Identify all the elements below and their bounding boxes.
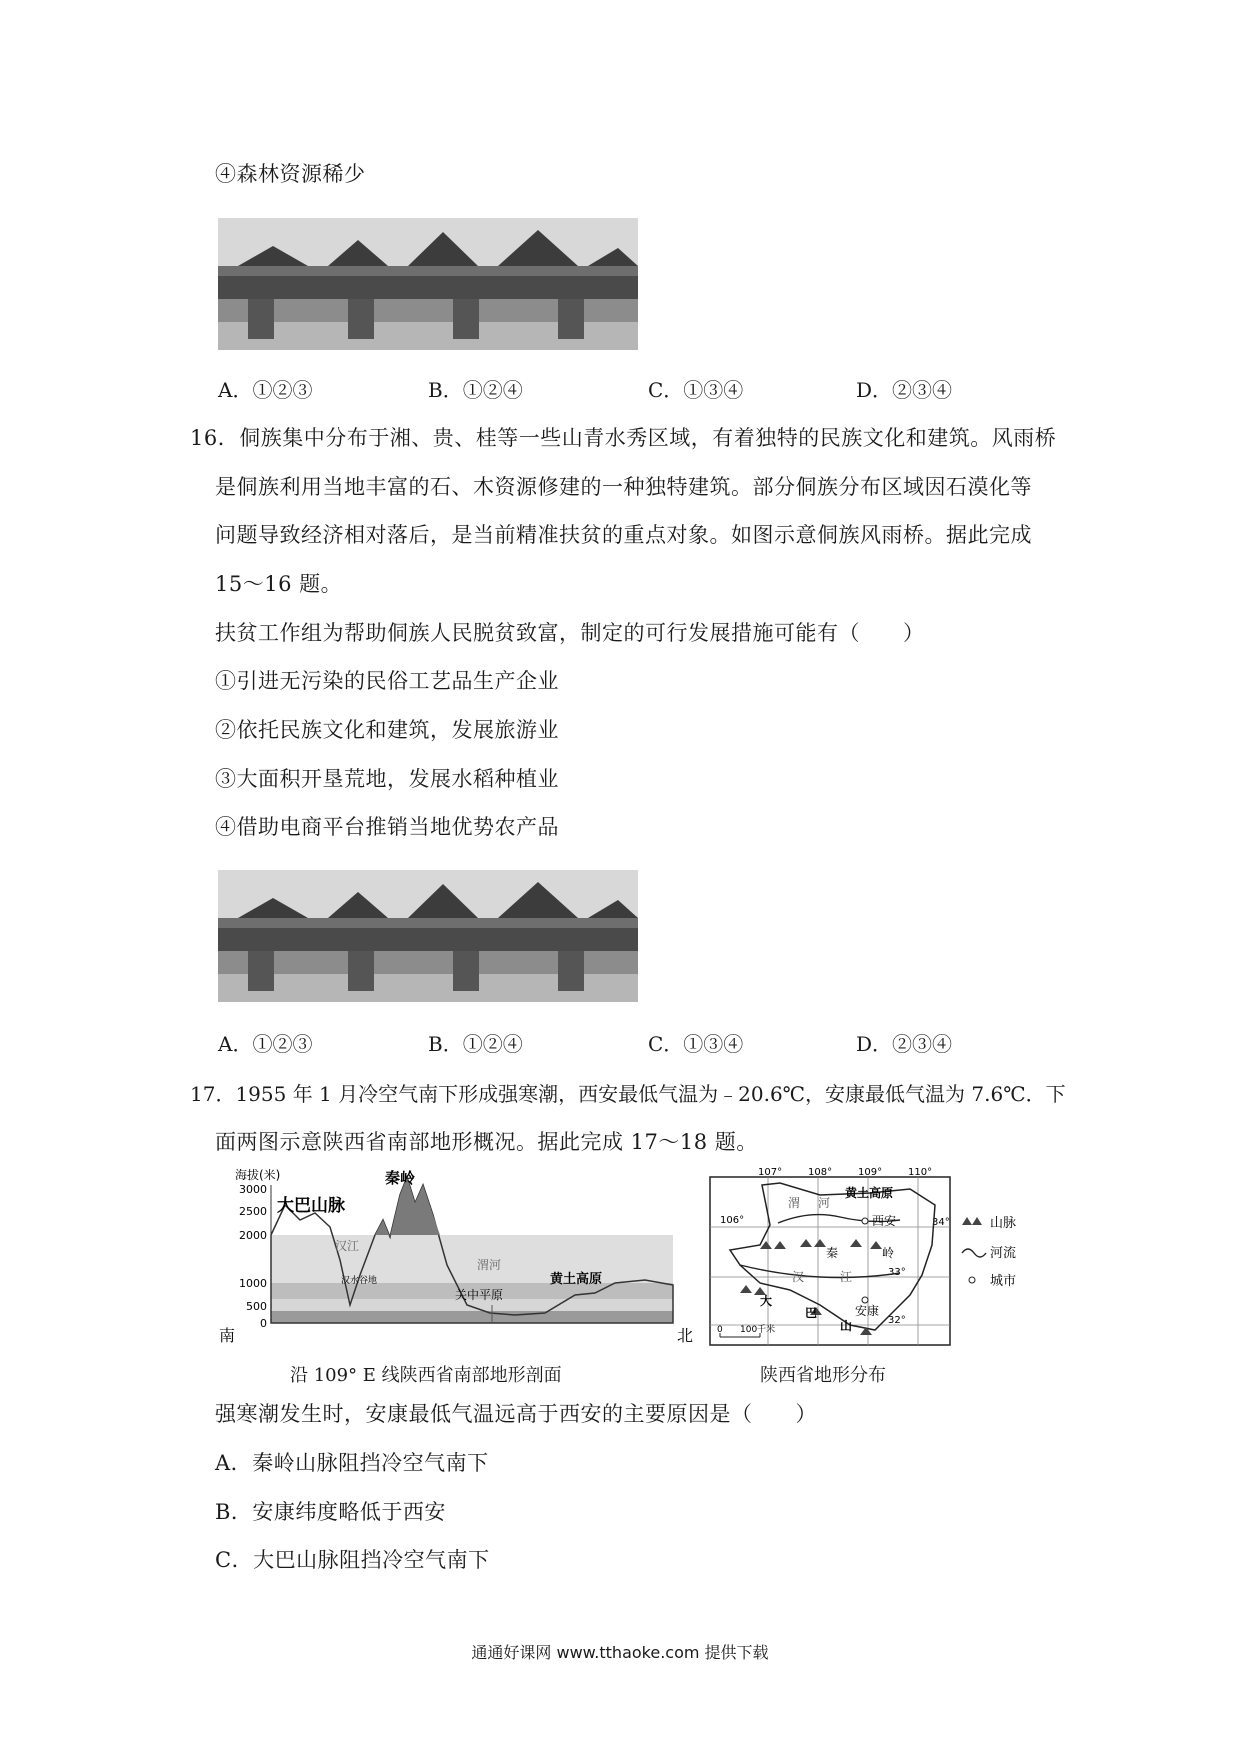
q17-option-b: B．安康纬度略低于西安 — [215, 1500, 446, 1524]
q16-stem-line-4: 15～16 题。 — [215, 572, 343, 596]
q16-stem-line-1: 16．侗族集中分布于湘、贵、桂等一些山青水秀区域，有着独特的民族文化和建筑。风雨桥 — [190, 426, 1057, 450]
q16-question: 扶贫工作组为帮助侗族人民脱贫致富，制定的可行发展措施可能有（ ） — [215, 621, 925, 645]
q17-option-c: C．大巴山脉阻挡冷空气南下 — [215, 1548, 490, 1572]
profile-label-weihe: 渭河 — [477, 1258, 502, 1272]
map-lat-34: 34° — [932, 1217, 950, 1228]
map-legend-city: 城市 — [990, 1274, 1017, 1289]
profile-label-guanzhong: 关中平原 — [455, 1288, 504, 1302]
q16-stem-line-2: 是侗族利用当地丰富的石、木资源修建的一种独特建筑。部分侗族分布区域因石漠化等 — [215, 475, 1032, 499]
page-footer: 通通好课网 www.tthaoke.com 提供下载 — [471, 1643, 769, 1662]
profile-label-hanjiang: 汉江 — [335, 1239, 360, 1253]
map-lat-32: 32° — [888, 1315, 906, 1326]
wind-rain-bridge-photo-1 — [218, 218, 638, 350]
map-lon-109: 109° — [858, 1167, 883, 1178]
map-label-shan: 山 — [840, 1319, 853, 1333]
profile-label-south: 南 — [219, 1326, 236, 1345]
map-label-ankang: 安康 — [855, 1304, 880, 1318]
profile-tick-500: 500 — [246, 1300, 267, 1313]
q17-stem-line-2: 面两图示意陕西省南部地形概况。据此完成 17～18 题。 — [215, 1130, 758, 1154]
map-label-han: 汉 — [792, 1270, 805, 1284]
map-label-wei: 渭 — [788, 1196, 801, 1210]
terrain-profile-figure — [215, 1165, 694, 1355]
q16-option-a: A．①②③ — [218, 1032, 313, 1056]
map-legend-river: 河流 — [990, 1246, 1017, 1261]
q16-item-2: ②依托民族文化和建筑，发展旅游业 — [215, 718, 559, 742]
q16-item-3: ③大面积开垦荒地，发展水稻种植业 — [215, 767, 559, 791]
q16-item-1: ①引进无污染的民俗工艺品生产企业 — [215, 669, 559, 693]
q16-option-b: B．①②④ — [428, 1032, 523, 1056]
map-lon-106: 106° — [720, 1215, 745, 1226]
map-lon-108: 108° — [808, 1167, 833, 1178]
map-label-ling: 岭 — [882, 1246, 895, 1260]
q17-option-a: A．秦岭山脉阻挡冷空气南下 — [215, 1451, 489, 1475]
map-caption: 陕西省地形分布 — [760, 1365, 886, 1386]
map-scale-zero: 0 — [717, 1325, 723, 1335]
map-label-he: 河 — [818, 1196, 831, 1210]
map-scale: 100千米 — [740, 1325, 776, 1335]
profile-label-dabashan: 大巴山脉 — [277, 1196, 345, 1216]
q15-option-a: A．①②③ — [218, 378, 313, 402]
map-label-ba: 巴 — [805, 1306, 818, 1320]
q17-stem-line-1: 17．1955 年 1 月冷空气南下形成强寒潮，西安最低气温为﹣20.6℃，安康最低气温为 7.6℃．下 — [190, 1082, 1066, 1106]
profile-caption: 沿 109° E 线陕西省南部地形剖面 — [290, 1365, 562, 1386]
q16-option-d: D．②③④ — [856, 1032, 953, 1056]
profile-label-qinling: 秦岭 — [385, 1169, 416, 1187]
map-label-jiang: 江 — [840, 1270, 853, 1284]
q15-option-d: D．②③④ — [856, 378, 953, 402]
wind-rain-bridge-photo-2 — [218, 870, 638, 1002]
map-lon-110: 110° — [908, 1167, 933, 1178]
profile-tick-1000: 1000 — [239, 1277, 267, 1290]
map-label-qin: 秦 — [826, 1246, 839, 1260]
profile-label-north: 北 — [677, 1326, 694, 1345]
profile-tick-2000: 2000 — [239, 1229, 267, 1242]
q16-stem-line-3: 问题导致经济相对落后，是当前精准扶贫的重点对象。如图示意侗族风雨桥。据此完成 — [215, 523, 1032, 547]
q16-option-c: C．①③④ — [648, 1032, 744, 1056]
map-label-da: 大 — [760, 1294, 773, 1308]
q17-question: 强寒潮发生时，安康最低气温远高于西安的主要原因是（ ） — [215, 1402, 817, 1426]
q15-item-4: ④森林资源稀少 — [215, 162, 366, 186]
profile-label-loess: 黄土高原 — [550, 1272, 603, 1287]
profile-tick-2500: 2500 — [239, 1205, 267, 1218]
q15-option-c: C．①③④ — [648, 378, 744, 402]
map-lon-107: 107° — [758, 1167, 783, 1178]
map-lat-33: 33° — [888, 1267, 906, 1278]
profile-tick-3000: 3000 — [239, 1183, 267, 1196]
profile-axis-title: 海拔(米) — [235, 1168, 281, 1182]
shaanxi-terrain-map — [700, 1165, 1040, 1355]
q16-item-4: ④借助电商平台推销当地优势农产品 — [215, 815, 559, 839]
map-label-xian: 西安 — [872, 1214, 897, 1228]
q15-option-b: B．①②④ — [428, 378, 523, 402]
profile-tick-0: 0 — [260, 1317, 267, 1330]
map-legend-mountain: 山脉 — [990, 1216, 1017, 1231]
profile-label-hanzhong-basin: 汉水谷地 — [341, 1276, 378, 1286]
map-label-loess: 黄土高原 — [845, 1186, 894, 1200]
